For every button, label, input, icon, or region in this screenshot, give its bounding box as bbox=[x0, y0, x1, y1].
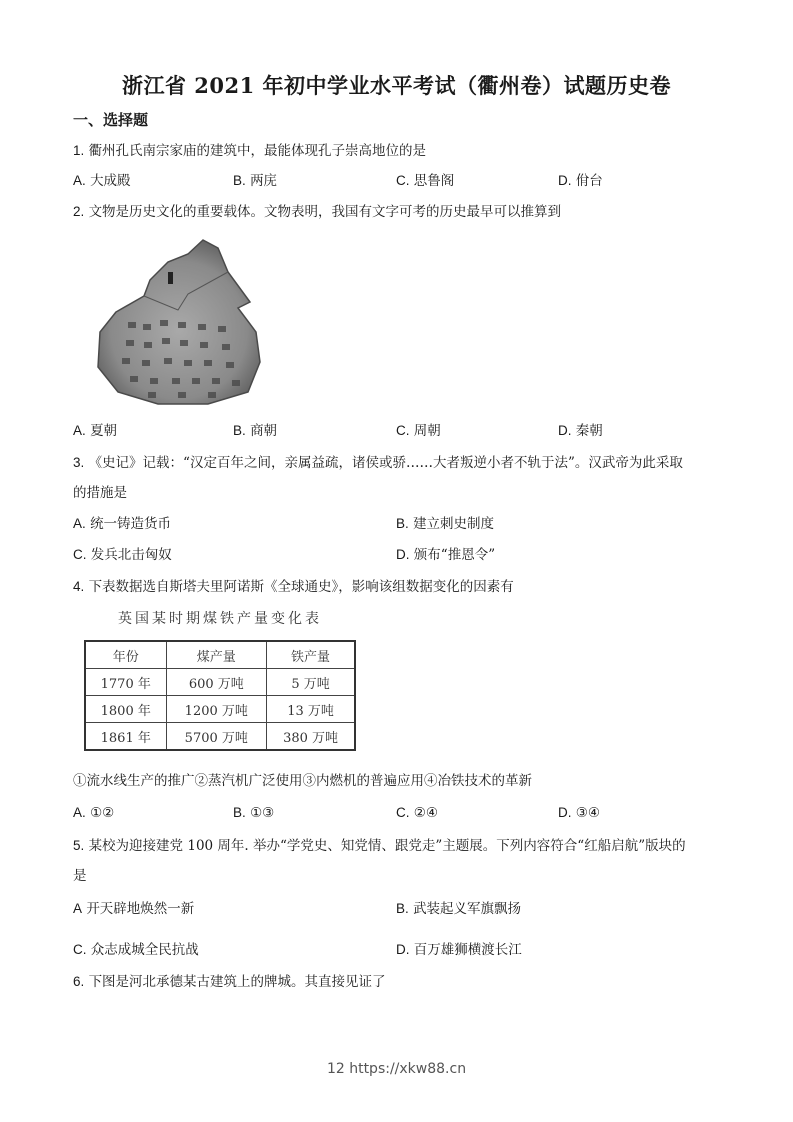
q1-option-d: D. 佾台 bbox=[558, 173, 603, 189]
q3-option-d: D. 颁布“推恩令” bbox=[396, 547, 496, 563]
question-number: 1. bbox=[73, 143, 85, 158]
question-2: 2. 文物是历史文化的重要载体。文物表明，我国有文字可考的历史最早可以推算到 bbox=[73, 204, 562, 220]
table-row: 1800 年 1200 万吨 13 万吨 bbox=[85, 696, 355, 723]
table-row: 1861 年 5700 万吨 380 万吨 bbox=[85, 723, 355, 751]
q1-option-a: A. 大成殿 bbox=[73, 173, 131, 189]
question-3: 3. 《史记》记载：“汉定百年之间，亲属益疏，诸侯或骄……大者叛逆小者不轨于法”。汉武帝为此采取 bbox=[73, 455, 683, 471]
q4-option-c: C. ②④ bbox=[396, 805, 439, 821]
q2-option-c: C. 周朝 bbox=[396, 423, 441, 439]
q4-option-a: A. ①② bbox=[73, 805, 115, 821]
q3-option-a: A. 统一铸造货币 bbox=[73, 516, 172, 532]
question-1 bbox=[73, 141, 426, 161]
q3-option-c: C. 发兵北击匈奴 bbox=[73, 547, 172, 563]
header-year: 年份 bbox=[85, 641, 166, 669]
q2-option-a: A. 夏朝 bbox=[73, 423, 118, 439]
question-5-continued: 是 bbox=[73, 868, 87, 884]
question-4: 4. 下表数据选自斯塔夫里阿诺斯《全球通史》，影响该组数据变化的因素有 bbox=[73, 579, 514, 595]
q4-factors: ①流水线生产的推广②蒸汽机广泛使用③内燃机的普遍应用④冶铁技术的革新 bbox=[73, 773, 532, 789]
q3-option-b: B. 建立刺史制度 bbox=[396, 516, 495, 532]
coal-iron-table bbox=[84, 640, 356, 751]
q5-option-a: A 开天辟地焕然一新 bbox=[73, 901, 195, 917]
q2-option-d: D. 秦朝 bbox=[558, 423, 603, 439]
table-row: 1770 年 600 万吨 5 万吨 bbox=[85, 669, 355, 696]
q5-option-b: B. 武装起义军旗飘扬 bbox=[396, 901, 522, 917]
section-heading: 一、选择题 bbox=[73, 111, 149, 129]
q5-option-c: C. 众志成城全民抗战 bbox=[73, 942, 199, 958]
page-footer: 12 https://xkw88.cn bbox=[326, 1061, 467, 1077]
question-5: 5. 某校为迎接建党 100 周年. 举办“学党史、知党情、跟党走”主题展。下列内容符合“红船启航”版块的 bbox=[73, 838, 686, 854]
table-caption: 英国某时期煤铁产量变化表 bbox=[118, 611, 322, 627]
document-title: 浙江省 2021 年初中学业水平考试（衢州卷）试题历史卷 bbox=[121, 73, 672, 98]
oracle-bone-illustration bbox=[88, 232, 278, 412]
q4-option-b: B. ①③ bbox=[233, 805, 275, 821]
header-iron: 铁产量 bbox=[267, 641, 355, 669]
oracle-bone-image bbox=[88, 232, 278, 412]
q2-option-b: B. 商朝 bbox=[233, 423, 278, 439]
table-header-row bbox=[85, 641, 355, 669]
question-3-continued: 的措施是 bbox=[73, 485, 127, 501]
q5-option-d: D. 百万雄狮横渡长江 bbox=[396, 942, 522, 958]
question-stem: 衢州孔氏南宗家庙的建筑中，最能体现孔子崇高地位的是 bbox=[88, 143, 427, 159]
header-coal: 煤产量 bbox=[166, 641, 267, 669]
q4-option-d: D. ③④ bbox=[558, 805, 601, 821]
q1-option-c: C. 思鲁阁 bbox=[396, 173, 455, 189]
q1-option-b: B. 两庑 bbox=[233, 173, 278, 189]
question-6: 6. 下图是河北承德某古建筑上的牌城。其直接见证了 bbox=[73, 974, 386, 990]
